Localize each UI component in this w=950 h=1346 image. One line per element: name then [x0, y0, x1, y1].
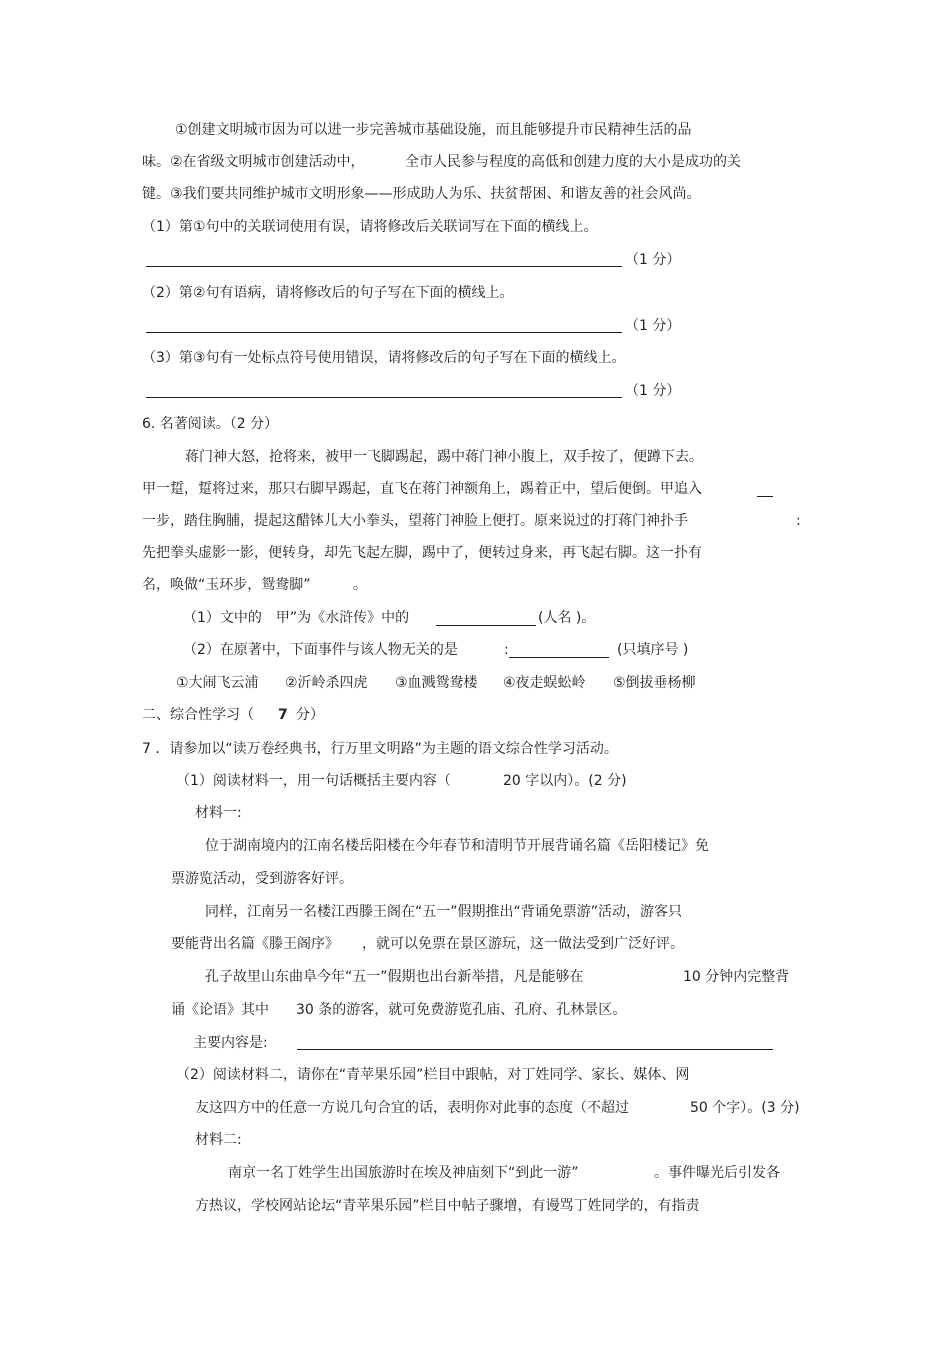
passage-line-2b: 全市人民参与程度的高低和创建力度的大小是成功的关 — [405, 154, 741, 170]
material2-line-1a: 南京一名丁姓学生出国旅游时在埃及神庙刻下“到此一游” — [228, 1165, 579, 1181]
q5-sub2-score: （1 分） — [625, 318, 681, 334]
q6-option-3: ③血溅鸳鸯楼 — [395, 675, 478, 691]
q6-option-2: ②沂岭杀四虎 — [285, 675, 368, 691]
q5-sub1-score: （1 分） — [625, 252, 681, 268]
answer-line-2[interactable] — [146, 332, 622, 333]
section2-title-b: 7 — [278, 707, 288, 723]
material1-line-2: 票游览活动，受到游客好评。 — [171, 871, 353, 887]
q6-para-1: 蒋门神大怒，抢将来，被甲一飞脚踢起，踢中蒋门神小腹上，双手按了，便蹲下去。 — [185, 449, 703, 465]
q5-sub2: （2）第②句有语病，请将修改后的句子写在下面的横线上。 — [142, 285, 514, 301]
q7-sub1-a: （1）阅读材料一，用一句话概括主要内容（ — [176, 773, 451, 789]
q6-para-4: 先把拳头虚影一影，便转身，却先飞起左脚，踢中了，便转过身来，再飞起右脚。这一扑有 — [142, 545, 702, 561]
q6-para-2: 甲一踅，踅将过来，那只右脚早踢起，直飞在蒋门神额角上，踢着正中，望后便倒。甲追入 — [142, 481, 702, 497]
material1-line-4b: ，就可以免票在景区游玩，这一做法受到广泛好评。 — [362, 936, 684, 952]
material1-line-5a: 孔子故里山东曲阜今年“五一”假期也出台新举措，凡是能够在 — [205, 969, 584, 985]
q7-sub2-line-2a: 友这四方中的任意一方说几句合宜的话，表明你对此事的态度（不超过 — [195, 1100, 629, 1116]
q6-para-5a: 名，唤做“玉环步，鸳鸯脚” — [142, 577, 311, 593]
q6-sub2-note: (只填序号 ) — [617, 642, 689, 658]
passage-line-3: 键。③我们要共同维护城市文明形象——形成助人为乐、扶贫帮困、和谐友善的社会风尚。 — [142, 186, 701, 202]
q6-blank-mark — [757, 496, 773, 497]
material2-label: 材料二: — [195, 1132, 242, 1148]
q5-sub3: （3）第③句有一处标点符号使用错误，请将修改后的句子写在下面的横线上。 — [142, 350, 626, 366]
main-content-answer[interactable] — [297, 1049, 773, 1050]
q7-sub2-line-1: （2）阅读材料二，请你在“青苹果乐园”栏目中跟帖，对丁姓同学、家长、媒体、网 — [176, 1067, 690, 1083]
material2-line-2: 方热议，学校网站论坛“青苹果乐园”栏目中帖子骤增，有谩骂丁姓同学的，有指责 — [195, 1198, 700, 1214]
q7-sub1-b: 20 字以内）。(2 分) — [503, 773, 627, 789]
material2-line-1b: 。事件曝光后引发各 — [654, 1165, 780, 1181]
material1-line-4a: 要能背出名篇《滕王阁序》 — [171, 936, 339, 952]
answer-line-3[interactable] — [146, 397, 622, 398]
q5-sub1: （1）第①句中的关联词使用有误，请将修改后关联词写在下面的横线上。 — [142, 219, 598, 235]
material1-line-5b: 10 分钟内完整背 — [683, 969, 790, 985]
main-content-label: 主要内容是: — [193, 1035, 268, 1051]
q6-option-4: ④夜走蜈蚣岭 — [503, 675, 586, 691]
q6-sub1-suffix: (人名 )。 — [538, 610, 596, 626]
material1-line-6a: 诵《论语》其中 — [171, 1002, 269, 1018]
q6-sub1-prompt: （1）文中的 甲”为《水浒传》中的 — [183, 610, 410, 626]
q6-sub2-colon: : — [504, 642, 509, 658]
q6-para-3a: 一步，踏住胸脯，提起这醋钵儿大小拳头，望蒋门神脸上便打。原来说过的打蒋门神扑手 — [142, 513, 688, 529]
q6-sub1-answer[interactable] — [436, 625, 536, 626]
passage-line-2a: 味。②在省级文明城市创建活动中， — [142, 154, 365, 170]
q6-title: 6. 名著阅读。（2 分） — [142, 416, 279, 432]
material1-line-3: 同样，江南另一名楼江西滕王阁在“五一”假期推出“背诵免票游”活动，游客只 — [205, 904, 683, 920]
q6-sub2-prompt: （2）在原著中，下面事件与该人物无关的是 — [183, 642, 458, 658]
q7-title: 7 ．请参加以“读万卷经典书，行万里文明路”为主题的语文综合性学习活动。 — [142, 741, 618, 757]
material1-label: 材料一: — [195, 805, 242, 821]
q6-para-3b: : — [796, 513, 801, 529]
q5-sub3-score: （1 分） — [625, 383, 681, 399]
passage-line-1: ①创建文明城市因为可以进一步完善城市基础设施，而且能够提升市民精神生活的品 — [175, 122, 692, 138]
q6-option-5: ⑤倒拔垂杨柳 — [613, 675, 696, 691]
section2-title-c: 分） — [296, 707, 324, 723]
material1-line-6b: 30 条的游客，就可免费游览孔庙、孔府、孔林景区。 — [296, 1002, 627, 1018]
q6-sub2-answer[interactable] — [509, 657, 609, 658]
q6-option-1: ①大闹飞云浦 — [176, 675, 259, 691]
q7-sub2-line-2b: 50 个字）。(3 分) — [690, 1100, 800, 1116]
material1-line-1: 位于湖南境内的江南名楼岳阳楼在今年春节和清明节开展背诵名篇《岳阳楼记》免 — [205, 838, 709, 854]
q6-para-5b: 。 — [353, 577, 367, 593]
section2-title-a: 二、综合性学习（ — [142, 707, 254, 723]
answer-line-1[interactable] — [146, 266, 622, 267]
